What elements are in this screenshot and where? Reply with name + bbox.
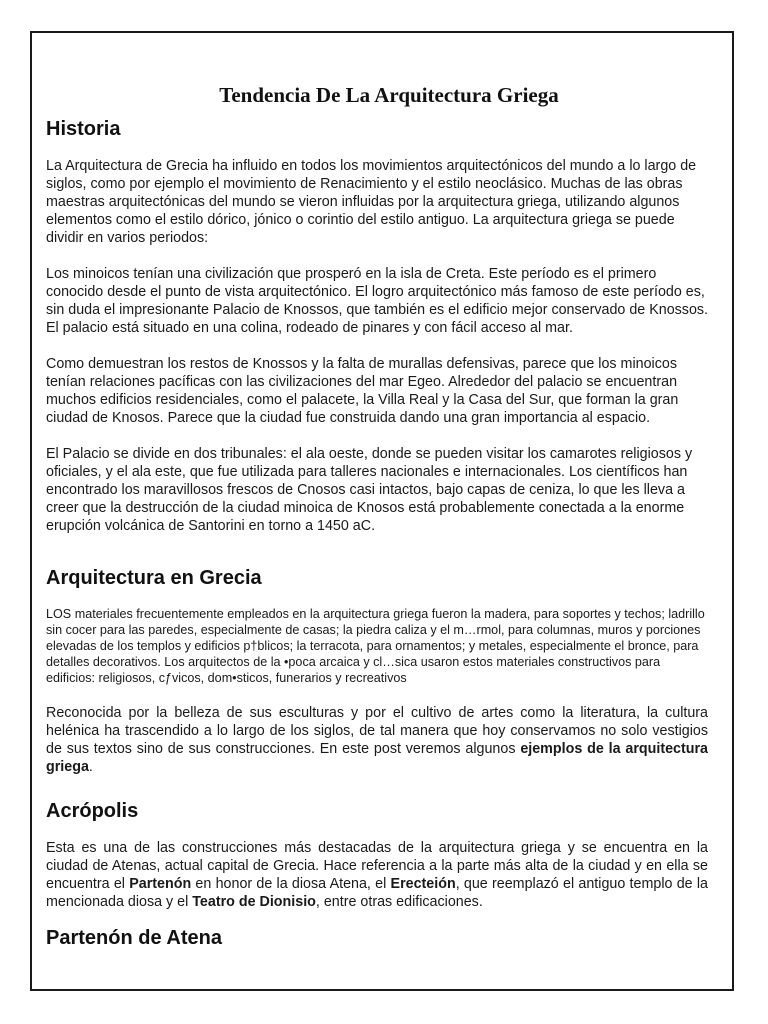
bold-erecteion: Erecteión bbox=[390, 876, 456, 892]
paragraph-reconocida bbox=[46, 704, 708, 776]
heading-acropolis: Acrópolis bbox=[46, 800, 139, 822]
paragraph-historia-4: El Palacio se divide en dos tribunales: el ala oeste, donde se pueden visitar los camarotes religiosos y oficiales, y el ala este, que fue utilizada para talleres nacionales e internacionales. Los científicos han encontrado los maravillosos frescos de Cnosos casi intactos, bajo capas de ceniza, lo que les lleva a creer que la destrucción de la ciudad minoica de Knosos está probablemente conectada a la enorme erupción volcánica de Santorini en torno a 1450 aC. bbox=[46, 446, 693, 534]
text-segment: Reconocida por la belleza de sus esculturas y por el cultivo de artes como la literatura, la cultura helénica ha trascendido a lo largo de los siglos, de tal manera que hoy conservamos no solo vestigios de sus textos sino de sus construcciones. En este post veremos algunos bbox=[46, 705, 708, 757]
paragraph-acropolis bbox=[46, 839, 708, 911]
bold-ejemplos: ejemplos de la arquitectura griega bbox=[46, 741, 708, 775]
bold-partenon: Partenón bbox=[129, 876, 192, 892]
document-title: Tendencia De La Arquitectura Griega bbox=[219, 83, 559, 107]
paragraph-materiales: LOS materiales frecuentemente empleados en la arquitectura griega fueron la madera, para soportes y techos; ladrillo sin cocer para las paredes, especialmente de casas; la piedra caliza y el m…rmol, para columnas, muros y porciones elevadas de los templos y edificios p†blicos; la terracota, para ornamentos; y metales, especialmente el bronce, para detalles decorativos. Los arquitectos de la •poca arcaica y cl…sica usaron estos materiales constructivos para edificios: religiosos, cƒvicos, dom•sticos, funerarios y recreativos bbox=[46, 607, 705, 685]
text-segment: . bbox=[88, 759, 93, 775]
page-frame bbox=[30, 31, 734, 991]
heading-arquitectura-en-grecia: Arquitectura en Grecia bbox=[46, 567, 262, 589]
text-segment: en honor de la diosa Atena, el bbox=[191, 876, 391, 892]
heading-historia: Historia bbox=[46, 118, 121, 140]
heading-partenon-de-atena: Partenón de Atena bbox=[46, 927, 222, 949]
paragraph-historia-3: Como demuestran los restos de Knossos y la falta de murallas defensivas, parece que los minoicos tenían relaciones pacíficas con las civilizaciones del mar Egeo. Alrededor del palacio se encuentran muchos edificios residenciales, como el palacete, la Villa Real y la Casa del Sur, que forman la gran ciudad de Knosos. Parece que la ciudad fue construida dando una gran importancia al espacio. bbox=[46, 356, 679, 426]
paragraph-historia-2: Los minoicos tenían una civilización que prosperó en la isla de Creta. Este período es el primero conocido desde el punto de vista arquitectónico. El logro arquitectónico más famoso de este período es, sin duda el impresionante Palacio de Knossos, que también es el edificio mejor conservado de Knossos. El palacio está situado en una colina, rodeado de pinares y con fácil acceso al mar. bbox=[46, 266, 709, 336]
text-segment: Esta es una de las construcciones más destacadas de la arquitectura griega y se encuentra en la ciudad de Atenas, actual capital de Grecia. Hace referencia a la parte más alta de la ciudad y en ella se encuentra el bbox=[46, 840, 708, 892]
text-segment: , entre otras edificaciones. bbox=[315, 894, 483, 910]
text-segment: , que reemplazó el antiguo templo de la mencionada diosa y el bbox=[46, 876, 708, 910]
paragraph-historia-1: La Arquitectura de Grecia ha influido en todos los movimientos arquitectónicos del mundo a lo largo de siglos, como por ejemplo el movimiento de Renacimiento y el estilo neoclásico. Muchas de las obras maestras arquitectónicas del mundo se vieron influidas por la arquitectura griega, utilizando algunos elementos como el estilo dórico, jónico o corintio del estilo antiguo. La arquitectura griega se puede dividir en varios periodos: bbox=[46, 158, 697, 246]
bold-teatro-de-dionisio: Teatro de Dionisio bbox=[192, 894, 316, 910]
document-content bbox=[46, 83, 708, 950]
